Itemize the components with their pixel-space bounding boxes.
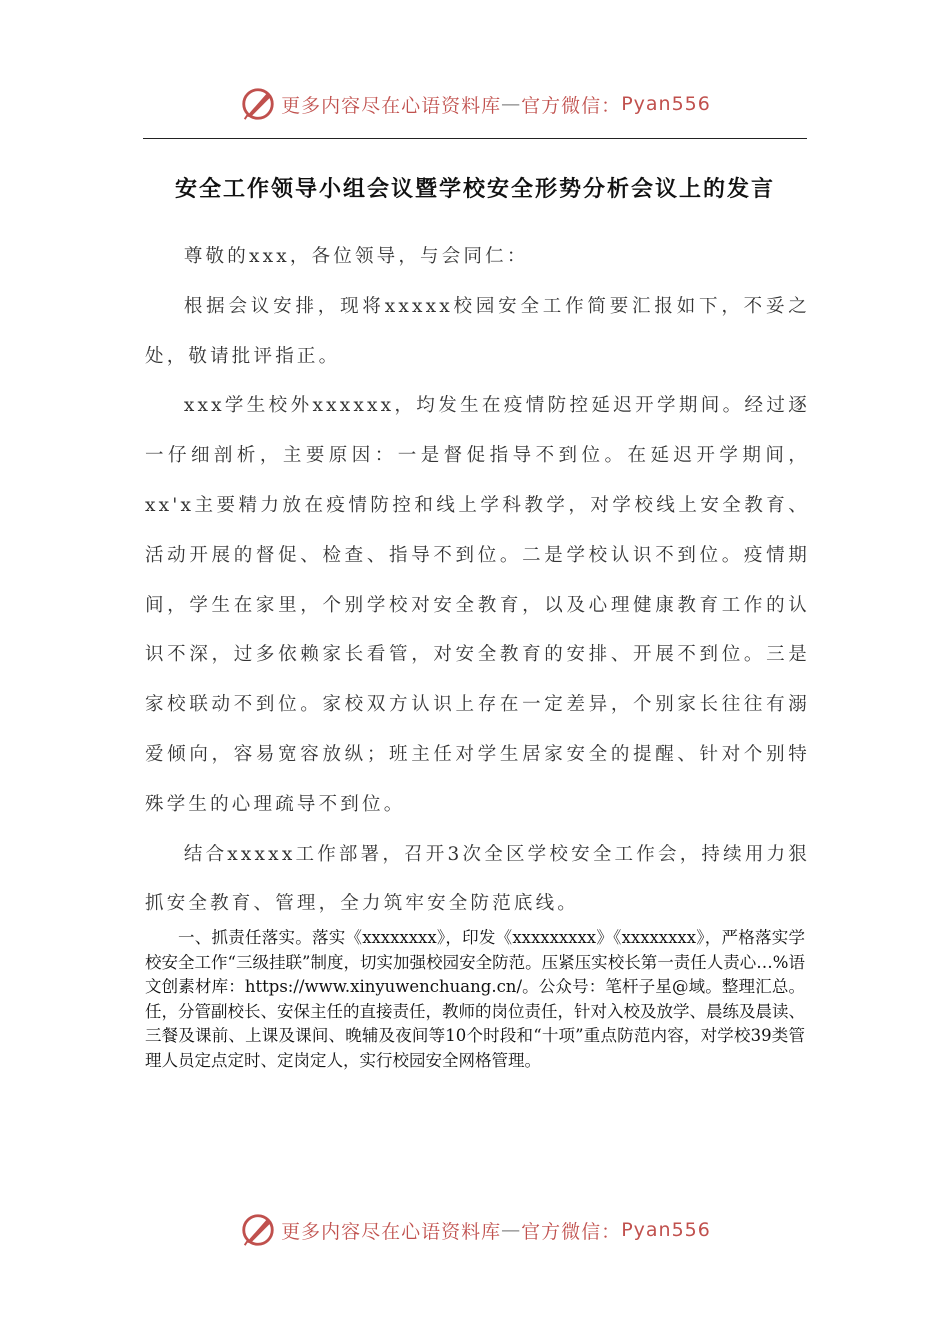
banner-contact: Pyan556 [621, 1219, 711, 1241]
header-banner [0, 82, 950, 126]
header-rule [143, 138, 807, 139]
paragraph-responsibility: 一、抓责任落实。落实《xxxxxxxx》，印发《xxxxxxxxx》《xxxxxxxx》，严格落实学校安全工作“三级挂联”制度，切实加强校园安全防范。压紧压实校长第一责任人责心…%语文创素材库：https://www.xinyuwenchuang.cn/。公众号：笔杆子星@域。整理汇总。任，分管副校长、安保主任的直接责任，教师的岗位责任，针对入校及放学、晨练及晨读、三餐及课前、上课及课间、晚辅及夜间等10个时段和“十项”重点防范内容，对学校39类管理人员定点定时、定岗定人，实行校园安全网格管理。 [145, 928, 805, 1070]
footer-banner [0, 1208, 950, 1252]
document-title: 安全工作领导小组会议暨学校安全形势分析会议上的发言 [174, 176, 775, 202]
document-body [145, 232, 810, 929]
banner-slogan: 更多内容尽在心语资料库 [281, 94, 502, 117]
paragraph-greeting: 尊敬的xxx，各位领导，与会同仁： [183, 246, 529, 267]
banner-label: 官方微信： [521, 1220, 622, 1243]
paragraph-intro: 根据会议安排，现将xxxxx校园安全工作简要汇报如下，不妥之处，敬请批评指正。 [145, 295, 810, 367]
banner-separator: — [501, 1219, 522, 1241]
document-small-section [145, 926, 805, 1073]
banner-label: 官方微信： [521, 94, 622, 117]
paragraph-measures: 结合xxxxx工作部署，召开3次全区学校安全工作会，持续用力狠抓安全教育、管理，全力筑牢安全防范底线。 [145, 843, 810, 915]
banner-slogan: 更多内容尽在心语资料库 [281, 1220, 502, 1243]
banner-separator: — [501, 93, 522, 115]
quill-logo-icon [239, 1211, 277, 1249]
quill-logo-icon [239, 85, 277, 123]
paragraph-analysis: xxx学生校外xxxxxx，均发生在疫情防控延迟开学期间。经过逐一仔细剖析，主要原因：一是督促指导不到位。在延迟开学期间，xx'x主要精力放在疫情防控和线上学科教学，对学校线上安全教育、活动开展的督促、检查、指导不到位。二是学校认识不到位。疫情期间，学生在家里，个别学校对安全教育，以及心理健康教育工作的认识不深，过多依赖家长看管，对安全教育的安排、开展不到位。三是家校联动不到位。家校双方认识上存在一定差异，个别家长往往有溺爱倾向，容易宽容放纵；班主任对学生居家安全的提醒、针对个别特殊学生的心理疏导不到位。 [145, 395, 810, 815]
banner-contact: Pyan556 [621, 93, 711, 115]
